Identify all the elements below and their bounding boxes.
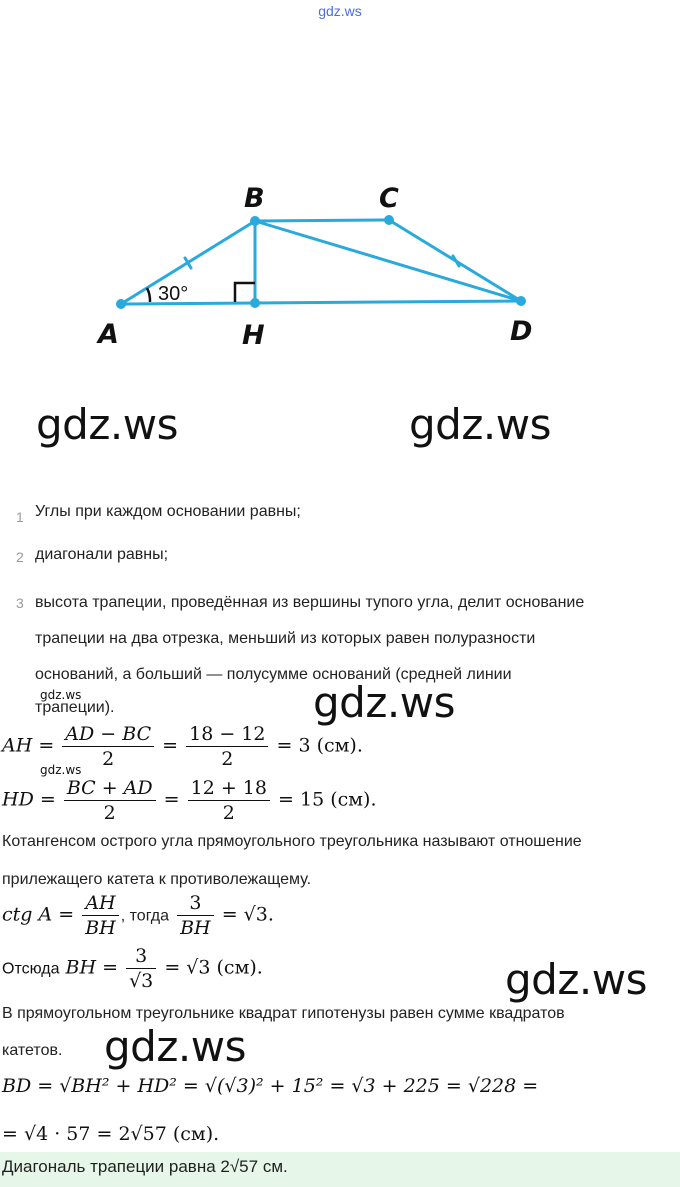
watermark-4: gdz.ws [505,955,647,1004]
trapezoid-figure [0,170,680,360]
list-text: Углы при каждом основании равны; [35,503,301,520]
list-number: 2 [16,549,24,565]
list-number: 3 [16,595,24,611]
formula-bd-2: = √4 · 57 = 2√57 (см). [2,1123,220,1145]
label-b: B [244,183,265,214]
label-h: H [242,320,265,351]
list-number: 1 [16,509,24,525]
list-text-line: высота трапеции, проведённая из вершины тупого угла, делит основание [35,594,585,611]
list-text-line: трапеции). [35,699,115,716]
watermark-3: gdz.ws [313,678,455,727]
point-c [384,215,394,225]
point-a [116,299,126,309]
diagonal-bd [255,221,521,301]
formula-ctg: ctg A = $\frac{AH}{BH}$ , тогда $\frac{3}{BH}$ = √3. [2,892,274,939]
list-text-line: трапеции на два отрезка, меньший из которых равен полуразности [35,630,536,647]
label-c: C [379,183,399,214]
point-b [250,216,260,226]
list-text-line: оснований, а больший — полусумме оснований (средней линии [35,666,512,683]
watermark-5: gdz.ws [104,1022,246,1071]
cot-definition-2: прилежащего катета к противолежащему. [2,871,312,888]
formula-bd-1: BD = √BH² + HD² = √(√3)² + 15² = √3 + 225 = √228 = [2,1075,539,1097]
pythagoras-text-2: катетов. [2,1042,63,1059]
point-d [516,296,526,306]
watermark-small-1: gdz.ws [40,688,82,702]
cot-definition-1: Котангенсом острого угла прямоугольного треугольника называют отношение [2,833,582,850]
watermark-1: gdz.ws [36,400,178,449]
point-h [250,298,260,308]
angle-label: 30° [158,283,189,305]
watermark-small-2: gdz.ws [40,763,82,777]
label-d: D [510,316,533,347]
label-a: A [98,319,119,350]
list-text: диагонали равны; [35,546,169,563]
formula-ah: AH = $\frac{AD - BC}{2}$ = $\frac{18 - 12}{2}$ = 3 (см). [2,723,363,770]
answer-text: Диагональ трапеции равна 2√57 см. [2,1157,288,1176]
base-bc [255,220,389,221]
watermark-2: gdz.ws [409,400,551,449]
watermark-top: gdz.ws [318,3,362,19]
angle-arc [147,288,150,302]
pythagoras-text-1: В прямоугольном треугольнике квадрат гипотенузы равен сумме квадратов [2,1005,565,1022]
formula-bh: Отсюда BH = $\frac{3}{√3}$ = √3 (см). [2,945,263,992]
formula-hd: HD = $\frac{BC + AD}{2}$ = $\frac{12 + 18}{2}$ = 15 (см). [2,777,377,824]
